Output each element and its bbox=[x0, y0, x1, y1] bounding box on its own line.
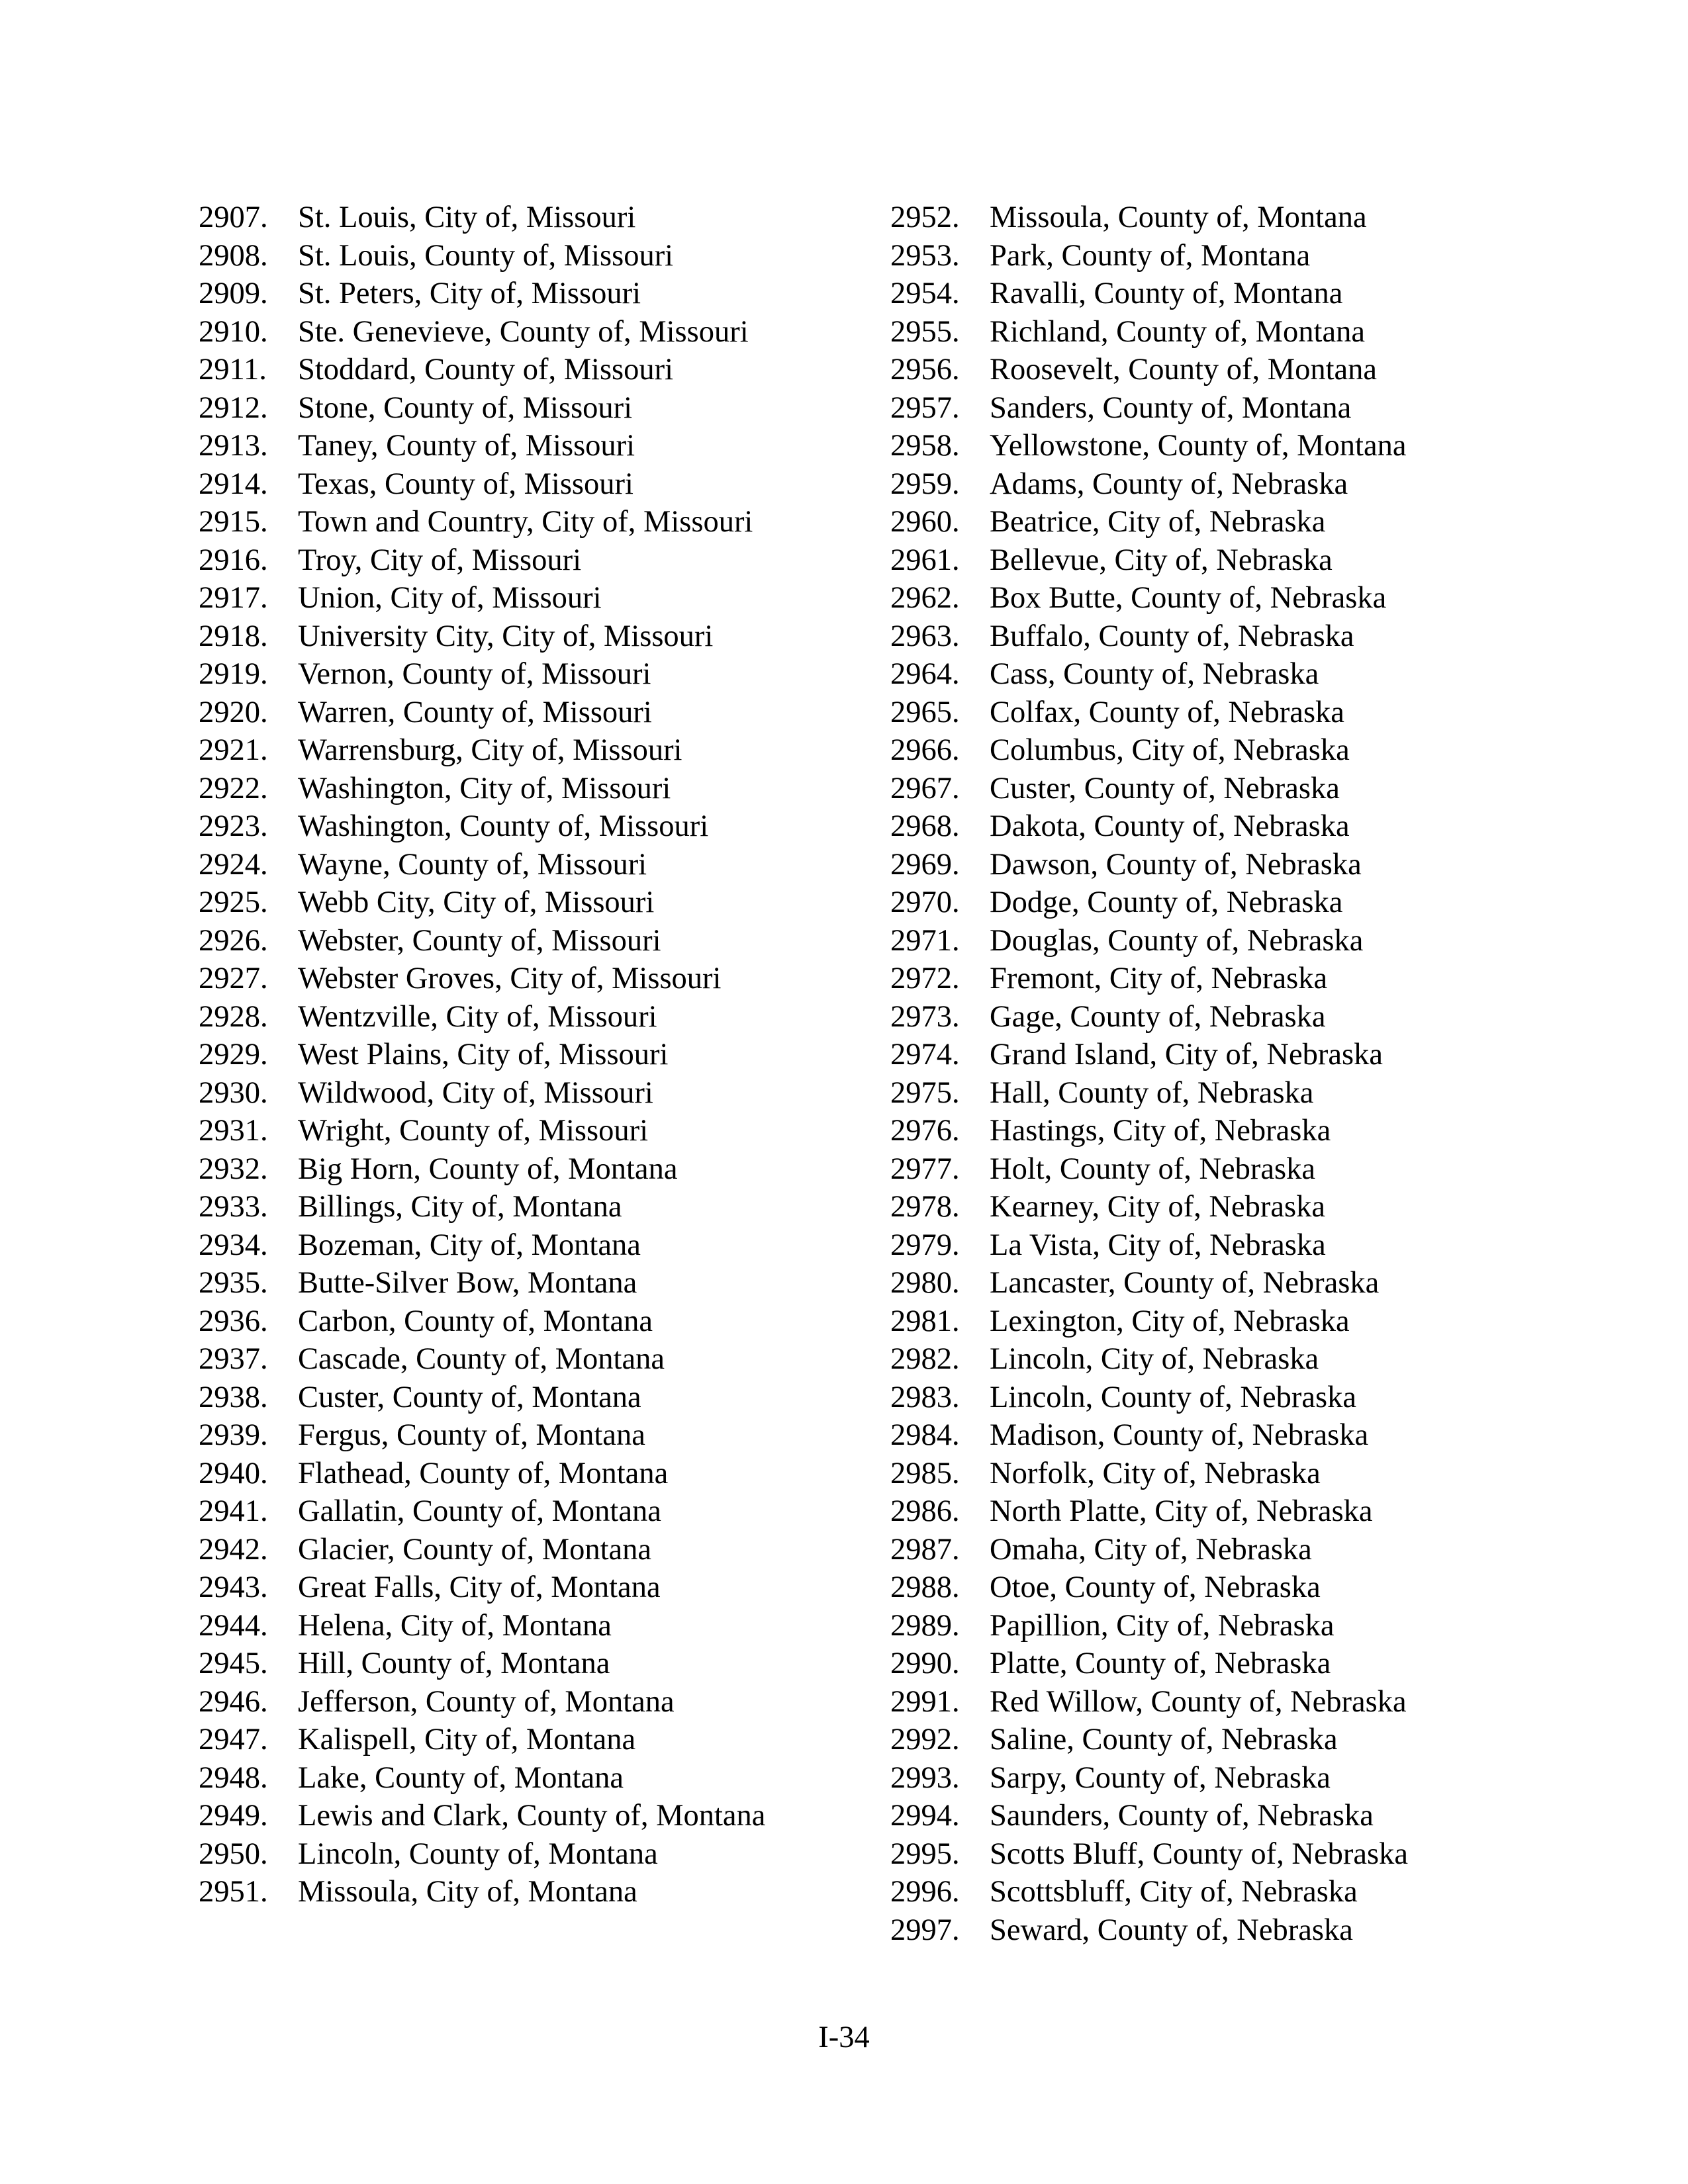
list-item bbox=[890, 427, 1486, 465]
entry-number: 2951. bbox=[199, 1875, 268, 1909]
list-item bbox=[199, 694, 861, 732]
entry-name: Troy, City of, Missouri bbox=[298, 543, 582, 577]
entry-name: Lake, County of, Montana bbox=[298, 1760, 624, 1795]
entry-number: 2983. bbox=[890, 1380, 960, 1414]
entry-name: Lewis and Clark, County of, Montana bbox=[298, 1799, 766, 1833]
entry-number: 2915. bbox=[199, 505, 268, 539]
entry-number: 2956. bbox=[890, 353, 960, 387]
list-item bbox=[890, 351, 1486, 389]
list-item bbox=[199, 1797, 861, 1835]
list-item bbox=[890, 1531, 1486, 1569]
page-number: I-34 bbox=[818, 2021, 870, 2054]
entry-name: Hall, County of, Nebraska bbox=[990, 1075, 1314, 1110]
entry-number: 2976. bbox=[890, 1114, 960, 1148]
entry-number: 2939. bbox=[199, 1418, 268, 1452]
entry-number: 2973. bbox=[890, 999, 960, 1034]
entry-name: Webster Groves, City of, Missouri bbox=[298, 962, 722, 995]
entry-name: Hill, County of, Montana bbox=[298, 1647, 610, 1680]
entry-name: Papillion, City of, Nebraska bbox=[990, 1608, 1335, 1643]
entry-number: 2934. bbox=[199, 1228, 268, 1262]
list-item bbox=[199, 1721, 861, 1759]
entry-number: 2955. bbox=[890, 314, 960, 349]
list-item bbox=[199, 884, 861, 922]
list-item bbox=[890, 807, 1486, 846]
list-item bbox=[890, 1759, 1486, 1797]
entry-number: 2966. bbox=[890, 733, 960, 767]
entry-name: Vernon, County of, Missouri bbox=[298, 657, 651, 691]
list-item bbox=[890, 1569, 1486, 1607]
entry-name: Union, City of, Missouri bbox=[298, 581, 602, 615]
list-item bbox=[890, 1379, 1486, 1417]
entry-name: Seward, County of, Nebraska bbox=[990, 1913, 1353, 1947]
left-column-list bbox=[199, 199, 861, 1911]
entry-number: 2908. bbox=[199, 238, 268, 273]
entry-number: 2959. bbox=[890, 467, 960, 501]
entry-number: 2925. bbox=[199, 886, 268, 919]
entry-name: Warrensburg, City of, Missouri bbox=[298, 733, 682, 767]
entry-number: 2986. bbox=[890, 1494, 960, 1528]
entry-name: Fergus, County of, Montana bbox=[298, 1418, 645, 1452]
entry-name: Cass, County of, Nebraska bbox=[990, 657, 1319, 691]
entry-name: Helena, City of, Montana bbox=[298, 1608, 612, 1643]
entry-name: North Platte, City of, Nebraska bbox=[990, 1494, 1373, 1528]
entry-number: 2995. bbox=[890, 1837, 960, 1871]
list-item bbox=[890, 731, 1486, 770]
list-item bbox=[199, 846, 861, 884]
entry-name: Grand Island, City of, Nebraska bbox=[990, 1038, 1383, 1071]
list-item bbox=[890, 1074, 1486, 1113]
entry-number: 2994. bbox=[890, 1799, 960, 1833]
list-item bbox=[890, 313, 1486, 351]
list-item bbox=[199, 389, 861, 428]
entry-name: Omaha, City of, Nebraska bbox=[990, 1532, 1312, 1567]
entry-name: Gage, County of, Nebraska bbox=[990, 999, 1326, 1034]
entry-number: 2970. bbox=[890, 886, 960, 919]
list-item bbox=[890, 1455, 1486, 1493]
entry-name: Sanders, County of, Montana bbox=[990, 390, 1352, 425]
entry-number: 2933. bbox=[199, 1190, 268, 1224]
entry-number: 2936. bbox=[199, 1304, 268, 1338]
list-item bbox=[199, 770, 861, 808]
list-item bbox=[890, 960, 1486, 998]
entry-number: 2971. bbox=[890, 923, 960, 958]
entry-number: 2996. bbox=[890, 1875, 960, 1909]
entry-name: Stone, County of, Missouri bbox=[298, 390, 633, 425]
entry-name: Webster, County of, Missouri bbox=[298, 923, 661, 958]
entry-name: Platte, County of, Nebraska bbox=[990, 1647, 1331, 1680]
entry-number: 2958. bbox=[890, 429, 960, 463]
entry-number: 2910. bbox=[199, 314, 268, 349]
list-item bbox=[890, 1036, 1486, 1074]
entry-number: 2947. bbox=[199, 1723, 268, 1756]
entry-name: Saline, County of, Nebraska bbox=[990, 1723, 1338, 1756]
list-item bbox=[199, 579, 861, 617]
entry-name: Custer, County of, Montana bbox=[298, 1380, 641, 1414]
entry-number: 2967. bbox=[890, 771, 960, 805]
entry-number: 2914. bbox=[199, 467, 268, 501]
list-item bbox=[890, 1150, 1486, 1189]
entry-number: 2969. bbox=[890, 847, 960, 882]
entry-number: 2980. bbox=[890, 1266, 960, 1300]
entry-number: 2941. bbox=[199, 1494, 268, 1528]
list-item bbox=[890, 1797, 1486, 1835]
list-item bbox=[890, 1302, 1486, 1341]
entry-number: 2922. bbox=[199, 771, 268, 805]
entry-name: Dawson, County of, Nebraska bbox=[990, 847, 1362, 882]
entry-number: 2992. bbox=[890, 1723, 960, 1756]
list-item bbox=[199, 1835, 861, 1874]
list-item bbox=[199, 731, 861, 770]
entry-number: 2981. bbox=[890, 1304, 960, 1338]
list-item bbox=[890, 1683, 1486, 1721]
entry-name: Saunders, County of, Nebraska bbox=[990, 1799, 1374, 1833]
entry-name: Park, County of, Montana bbox=[990, 238, 1311, 273]
entry-name: Wright, County of, Missouri bbox=[298, 1114, 649, 1148]
entry-number: 2987. bbox=[890, 1532, 960, 1567]
entry-name: Flathead, County of, Montana bbox=[298, 1456, 669, 1490]
entry-number: 2988. bbox=[890, 1570, 960, 1604]
entry-name: Taney, County of, Missouri bbox=[298, 429, 635, 463]
entry-number: 2926. bbox=[199, 923, 268, 958]
entry-number: 2997. bbox=[890, 1913, 960, 1947]
list-item bbox=[890, 922, 1486, 960]
entry-name: Glacier, County of, Montana bbox=[298, 1532, 652, 1567]
entry-name: Norfolk, City of, Nebraska bbox=[990, 1456, 1321, 1490]
list-item bbox=[199, 1416, 861, 1455]
list-item bbox=[199, 1226, 861, 1265]
entry-name: Beatrice, City of, Nebraska bbox=[990, 505, 1326, 539]
list-item bbox=[199, 503, 861, 541]
entry-number: 2968. bbox=[890, 809, 960, 843]
entry-name: Hastings, City of, Nebraska bbox=[990, 1114, 1331, 1148]
entry-name: Madison, County of, Nebraska bbox=[990, 1418, 1369, 1452]
entry-number: 2942. bbox=[199, 1532, 268, 1567]
entry-number: 2974. bbox=[890, 1038, 960, 1071]
list-item bbox=[199, 1074, 861, 1113]
entry-number: 2990. bbox=[890, 1647, 960, 1680]
entry-number: 2945. bbox=[199, 1647, 268, 1680]
entry-name: Cascade, County of, Montana bbox=[298, 1342, 665, 1376]
entry-number: 2963. bbox=[890, 619, 960, 653]
list-item bbox=[890, 237, 1486, 275]
entry-number: 2929. bbox=[199, 1038, 268, 1071]
entry-name: St. Peters, City of, Missouri bbox=[298, 277, 641, 310]
list-item bbox=[890, 770, 1486, 808]
list-item bbox=[199, 199, 861, 237]
entry-number: 2937. bbox=[199, 1342, 268, 1376]
list-item bbox=[199, 807, 861, 846]
entry-name: Sarpy, County of, Nebraska bbox=[990, 1760, 1331, 1795]
entry-name: Webb City, City of, Missouri bbox=[298, 886, 655, 919]
entry-name: Lancaster, County of, Nebraska bbox=[990, 1266, 1380, 1300]
list-item bbox=[890, 884, 1486, 922]
entry-number: 2952. bbox=[890, 201, 960, 234]
entry-name: Wayne, County of, Missouri bbox=[298, 847, 647, 882]
list-item bbox=[890, 1911, 1486, 1950]
list-item bbox=[199, 351, 861, 389]
list-item bbox=[199, 313, 861, 351]
list-item bbox=[199, 237, 861, 275]
entry-name: Lincoln, County of, Nebraska bbox=[990, 1380, 1357, 1414]
entry-number: 2954. bbox=[890, 277, 960, 310]
entry-number: 2943. bbox=[199, 1570, 268, 1604]
entry-name: Missoula, City of, Montana bbox=[298, 1875, 637, 1909]
entry-number: 2938. bbox=[199, 1380, 268, 1414]
entry-name: Washington, County of, Missouri bbox=[298, 809, 709, 843]
entry-name: Wildwood, City of, Missouri bbox=[298, 1075, 653, 1110]
entry-name: Fremont, City of, Nebraska bbox=[990, 962, 1328, 995]
entry-number: 2913. bbox=[199, 429, 268, 463]
list-item bbox=[199, 1645, 861, 1683]
entry-name: Jefferson, County of, Montana bbox=[298, 1684, 675, 1719]
entry-number: 2918. bbox=[199, 619, 268, 653]
list-item bbox=[199, 541, 861, 580]
entry-name: Richland, County of, Montana bbox=[990, 314, 1365, 349]
entry-name: University City, City of, Missouri bbox=[298, 619, 714, 653]
entry-name: Dakota, County of, Nebraska bbox=[990, 809, 1350, 843]
entry-number: 2972. bbox=[890, 962, 960, 995]
entry-name: Billings, City of, Montana bbox=[298, 1190, 622, 1224]
entry-name: Lincoln, City of, Nebraska bbox=[990, 1342, 1319, 1376]
entry-number: 2989. bbox=[890, 1608, 960, 1643]
entry-number: 2917. bbox=[199, 581, 268, 615]
entry-number: 2920. bbox=[199, 695, 268, 729]
entry-number: 2924. bbox=[199, 847, 268, 882]
list-item bbox=[890, 465, 1486, 504]
entry-number: 2940. bbox=[199, 1456, 268, 1490]
list-item bbox=[199, 1531, 861, 1569]
entry-name: Texas, County of, Missouri bbox=[298, 467, 633, 501]
list-item bbox=[199, 922, 861, 960]
list-item bbox=[890, 1188, 1486, 1226]
entry-number: 2993. bbox=[890, 1760, 960, 1795]
entry-name: Box Butte, County of, Nebraska bbox=[990, 581, 1387, 615]
list-item bbox=[199, 1264, 861, 1302]
entry-name: West Plains, City of, Missouri bbox=[298, 1038, 669, 1071]
list-item bbox=[199, 1492, 861, 1531]
list-item bbox=[199, 1873, 861, 1911]
entry-name: Buffalo, County of, Nebraska bbox=[990, 619, 1354, 653]
list-item bbox=[199, 427, 861, 465]
list-item bbox=[199, 998, 861, 1036]
list-item bbox=[199, 1759, 861, 1797]
list-item bbox=[199, 1455, 861, 1493]
entry-name: Roosevelt, County of, Montana bbox=[990, 353, 1378, 387]
entry-number: 2962. bbox=[890, 581, 960, 615]
entry-name: Holt, County of, Nebraska bbox=[990, 1152, 1316, 1186]
entry-number: 2919. bbox=[199, 657, 268, 691]
entry-number: 2907. bbox=[199, 201, 268, 234]
entry-number: 2960. bbox=[890, 505, 960, 539]
list-item bbox=[890, 199, 1486, 237]
entry-name: Ste. Genevieve, County of, Missouri bbox=[298, 314, 749, 349]
entry-number: 2991. bbox=[890, 1684, 960, 1719]
entry-name: Yellowstone, County of, Montana bbox=[990, 429, 1407, 463]
entry-name: Warren, County of, Missouri bbox=[298, 695, 652, 729]
entry-name: Columbus, City of, Nebraska bbox=[990, 733, 1350, 767]
entry-name: Scottsbluff, City of, Nebraska bbox=[990, 1875, 1358, 1909]
list-item bbox=[890, 1492, 1486, 1531]
list-item bbox=[199, 1112, 861, 1150]
entry-name: Town and Country, City of, Missouri bbox=[298, 505, 753, 539]
entry-number: 2978. bbox=[890, 1190, 960, 1224]
entry-name: Missoula, County of, Montana bbox=[990, 201, 1367, 234]
entry-name: Kalispell, City of, Montana bbox=[298, 1723, 636, 1756]
list-item bbox=[199, 1188, 861, 1226]
list-item bbox=[199, 617, 861, 656]
list-item bbox=[890, 503, 1486, 541]
entry-name: Kearney, City of, Nebraska bbox=[990, 1190, 1326, 1224]
list-item bbox=[890, 1226, 1486, 1265]
entry-number: 2950. bbox=[199, 1837, 268, 1871]
entry-number: 2985. bbox=[890, 1456, 960, 1490]
entry-name: Otoe, County of, Nebraska bbox=[990, 1570, 1321, 1604]
entry-number: 2927. bbox=[199, 962, 268, 995]
entry-number: 2923. bbox=[199, 809, 268, 843]
entry-number: 2935. bbox=[199, 1266, 268, 1300]
list-item bbox=[890, 1645, 1486, 1683]
entry-name: Ravalli, County of, Montana bbox=[990, 277, 1343, 310]
list-item bbox=[199, 465, 861, 504]
entry-name: Scotts Bluff, County of, Nebraska bbox=[990, 1837, 1408, 1871]
entry-name: Butte-Silver Bow, Montana bbox=[298, 1266, 637, 1300]
entry-number: 2961. bbox=[890, 543, 960, 577]
entry-number: 2911. bbox=[199, 353, 267, 387]
list-item bbox=[199, 1379, 861, 1417]
entry-name: Stoddard, County of, Missouri bbox=[298, 353, 674, 387]
entry-name: Adams, County of, Nebraska bbox=[990, 467, 1348, 501]
entry-name: Red Willow, County of, Nebraska bbox=[990, 1684, 1407, 1719]
entry-number: 2916. bbox=[199, 543, 268, 577]
entry-number: 2979. bbox=[890, 1228, 960, 1262]
entry-number: 2977. bbox=[890, 1152, 960, 1186]
entry-name: Colfax, County of, Nebraska bbox=[990, 695, 1344, 729]
entry-name: Lincoln, County of, Montana bbox=[298, 1837, 658, 1871]
list-item bbox=[890, 1835, 1486, 1874]
list-item bbox=[199, 1036, 861, 1074]
list-item bbox=[890, 1112, 1486, 1150]
list-item bbox=[890, 1873, 1486, 1911]
list-item bbox=[199, 1302, 861, 1341]
list-item bbox=[199, 1340, 861, 1379]
entry-number: 2982. bbox=[890, 1342, 960, 1376]
entry-name: Big Horn, County of, Montana bbox=[298, 1152, 678, 1186]
list-item bbox=[199, 1607, 861, 1645]
list-item bbox=[199, 1683, 861, 1721]
entry-number: 2944. bbox=[199, 1608, 268, 1643]
entry-number: 2984. bbox=[890, 1418, 960, 1452]
entry-number: 2975. bbox=[890, 1075, 960, 1110]
entry-number: 2957. bbox=[890, 390, 960, 425]
entry-number: 2965. bbox=[890, 695, 960, 729]
entry-number: 2953. bbox=[890, 238, 960, 273]
list-item bbox=[890, 275, 1486, 313]
entry-name: Douglas, County of, Nebraska bbox=[990, 923, 1364, 958]
list-item bbox=[199, 275, 861, 313]
entry-name: Washington, City of, Missouri bbox=[298, 771, 671, 805]
entry-number: 2949. bbox=[199, 1799, 268, 1833]
entry-number: 2946. bbox=[199, 1684, 268, 1719]
entry-number: 2912. bbox=[199, 390, 268, 425]
entry-number: 2948. bbox=[199, 1760, 268, 1795]
list-item bbox=[890, 541, 1486, 580]
entry-number: 2930. bbox=[199, 1075, 268, 1110]
entry-name: St. Louis, City of, Missouri bbox=[298, 201, 636, 234]
right-column-list bbox=[890, 199, 1486, 1949]
list-item bbox=[890, 1264, 1486, 1302]
entry-number: 2931. bbox=[199, 1114, 268, 1148]
entry-name: St. Louis, County of, Missouri bbox=[298, 238, 674, 273]
list-item bbox=[890, 579, 1486, 617]
entry-name: Lexington, City of, Nebraska bbox=[990, 1304, 1350, 1338]
entry-number: 2964. bbox=[890, 657, 960, 691]
entry-name: Bellevue, City of, Nebraska bbox=[990, 543, 1333, 577]
list-item bbox=[890, 1340, 1486, 1379]
entry-number: 2932. bbox=[199, 1152, 268, 1186]
list-item bbox=[890, 1721, 1486, 1759]
list-item bbox=[890, 998, 1486, 1036]
entry-name: Custer, County of, Nebraska bbox=[990, 771, 1340, 805]
list-item bbox=[199, 1569, 861, 1607]
list-item bbox=[890, 655, 1486, 694]
list-item bbox=[890, 846, 1486, 884]
entry-number: 2928. bbox=[199, 999, 268, 1034]
entry-name: Wentzville, City of, Missouri bbox=[298, 999, 657, 1034]
list-item bbox=[890, 617, 1486, 656]
list-item bbox=[890, 1416, 1486, 1455]
list-item bbox=[199, 960, 861, 998]
entry-name: Gallatin, County of, Montana bbox=[298, 1494, 661, 1528]
list-item bbox=[890, 1607, 1486, 1645]
entry-name: Dodge, County of, Nebraska bbox=[990, 886, 1343, 919]
entry-number: 2921. bbox=[199, 733, 268, 767]
entry-number: 2909. bbox=[199, 277, 268, 310]
entry-name: Great Falls, City of, Montana bbox=[298, 1570, 661, 1604]
list-item bbox=[890, 694, 1486, 732]
list-item bbox=[890, 389, 1486, 428]
entry-name: La Vista, City of, Nebraska bbox=[990, 1228, 1326, 1262]
entry-name: Carbon, County of, Montana bbox=[298, 1304, 653, 1338]
list-item bbox=[199, 1150, 861, 1189]
entry-name: Bozeman, City of, Montana bbox=[298, 1228, 641, 1262]
list-item bbox=[199, 655, 861, 694]
